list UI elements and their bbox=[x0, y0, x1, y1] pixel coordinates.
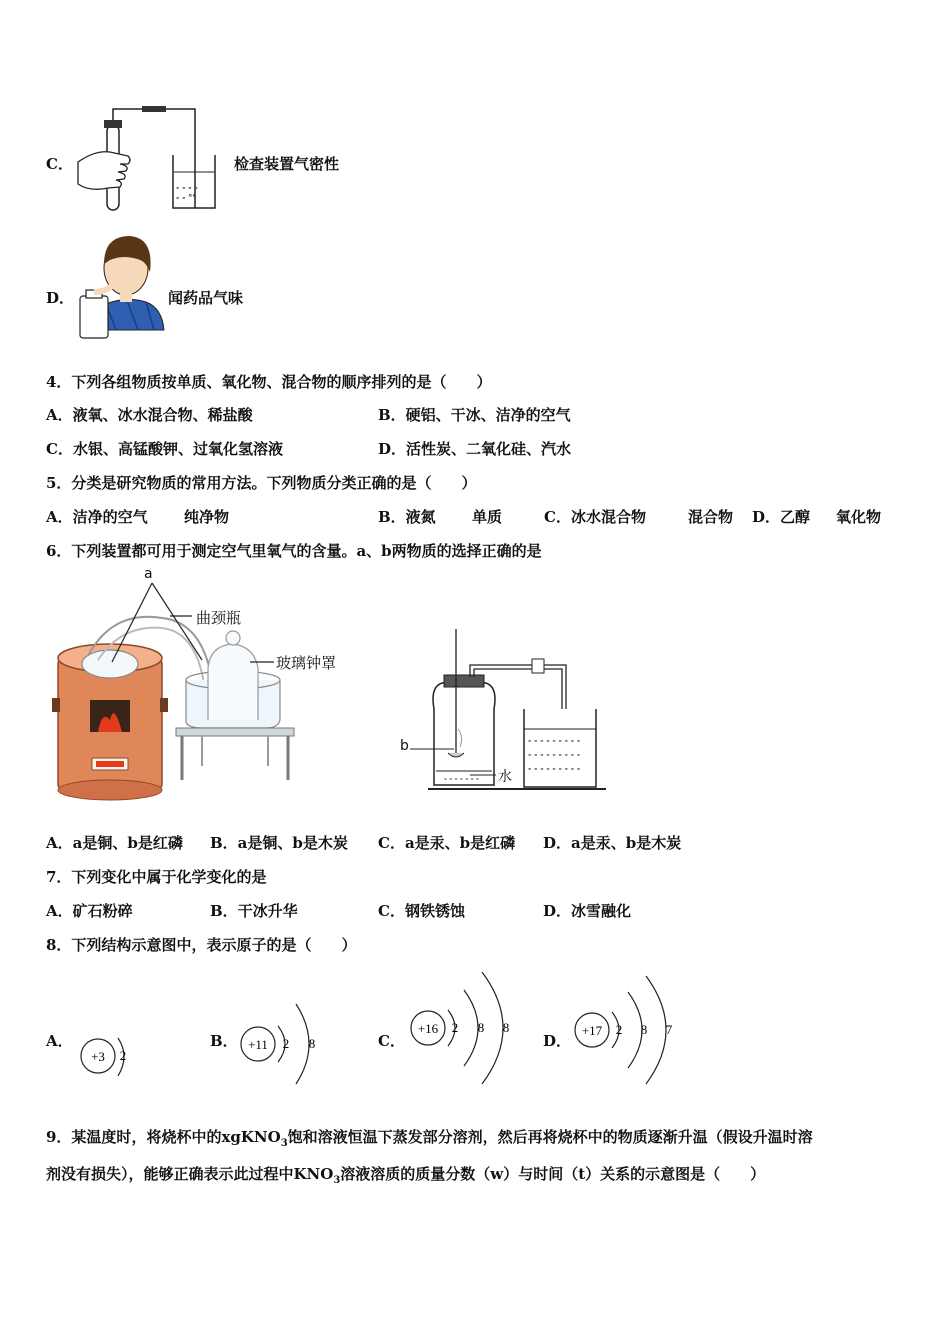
q4-option-d: D．活性炭、二氧化硅、汽水 bbox=[378, 440, 572, 458]
atom-diagram-d bbox=[574, 974, 684, 1088]
q5-option-a-substance: A．洁净的空气 bbox=[46, 508, 148, 526]
atom-b-shell-2: 8 bbox=[308, 1036, 316, 1051]
q3-c-label: C． bbox=[46, 155, 73, 173]
q6-option-d: D．a是汞、b是木炭 bbox=[543, 834, 682, 852]
q7-option-c: C．钢铁锈蚀 bbox=[378, 902, 465, 920]
q9-line-2-pre: 剂没有损失），能够正确表示此过程中KNO bbox=[46, 1165, 334, 1183]
q6-option-a: A．a是铜、b是红磷 bbox=[46, 834, 183, 852]
q6-fig-label-a: a bbox=[144, 566, 153, 582]
svg-text:- - °°: - - °° bbox=[176, 192, 197, 202]
q5-option-a-class: 纯净物 bbox=[184, 508, 230, 526]
q6-fig-label-b: b bbox=[400, 738, 409, 754]
atom-d-nucleus: +17 bbox=[581, 1023, 603, 1038]
q5-option-d-substance: D．乙醇 bbox=[752, 508, 811, 526]
q6-fig-label-retort: 曲颈瓶 bbox=[196, 609, 242, 627]
q8-option-d-label: D． bbox=[543, 1032, 572, 1050]
smelling-chemicals-figure bbox=[76, 232, 168, 340]
svg-text:- - - - - - -: - - - - - - - bbox=[444, 774, 479, 783]
q6-fig-label-belljar: 玻璃钟罩 bbox=[276, 654, 337, 672]
atom-b-shell-1: 2 bbox=[282, 1036, 290, 1051]
q8-option-b-label: B． bbox=[210, 1032, 238, 1050]
airtightness-apparatus-figure bbox=[70, 100, 230, 215]
lavoisier-apparatus-figure bbox=[52, 570, 352, 800]
atom-d-shell-3: 7 bbox=[665, 1022, 673, 1037]
q7-option-d: D．冰雪融化 bbox=[543, 902, 632, 920]
atom-a-shell-1: 2 bbox=[119, 1048, 127, 1063]
q3-d-label: D． bbox=[46, 289, 75, 307]
q9-line-1-sub: 3 bbox=[280, 1138, 288, 1149]
svg-text:- - - - - - - - -: - - - - - - - - - bbox=[528, 749, 581, 759]
q4-stem: 4．下列各组物质按单质、氧化物、混合物的顺序排列的是（ ） bbox=[46, 373, 492, 391]
q6-fig-label-water: 水 bbox=[498, 769, 512, 785]
q6-stem: 6．下列装置都可用于测定空气里氧气的含量。a、b两物质的选择正确的是 bbox=[46, 542, 542, 560]
atom-c-nucleus: +16 bbox=[417, 1021, 439, 1036]
q7-stem: 7．下列变化中属于化学变化的是 bbox=[46, 868, 267, 886]
q9-line-2 bbox=[46, 1163, 765, 1186]
atom-c-shell-1: 2 bbox=[451, 1020, 459, 1035]
q3-d-text: 闻药品气味 bbox=[168, 289, 244, 307]
atom-d-shell-1: 2 bbox=[615, 1022, 623, 1037]
q9-line-1-post: 饱和溶液恒温下蒸发部分溶剂，然后再将烧杯中的物质逐渐升温（假设升温时溶 bbox=[287, 1128, 813, 1146]
q9-line-2-sub: 3 bbox=[333, 1175, 341, 1186]
q4-option-a: A．液氧、冰水混合物、稀盐酸 bbox=[46, 406, 253, 424]
q6-option-b: B．a是铜、b是木炭 bbox=[210, 834, 348, 852]
atom-diagram-a bbox=[78, 1030, 138, 1086]
q8-option-a-label: A． bbox=[46, 1032, 73, 1050]
q5-option-d-class: 氧化物 bbox=[836, 508, 882, 526]
q9-line-1-pre: 9．某温度时，将烧杯中的xgKNO bbox=[46, 1128, 281, 1146]
q4-option-b: B．硬铝、干冰、洁净的空气 bbox=[378, 406, 571, 424]
q7-option-b: B．干冰升华 bbox=[210, 902, 298, 920]
atom-c-shell-3: 8 bbox=[502, 1020, 510, 1035]
q4-option-c: C．水银、高锰酸钾、过氧化氢溶液 bbox=[46, 440, 283, 458]
atom-d-shell-2: 8 bbox=[640, 1022, 648, 1037]
svg-text:- - - - - - - - -: - - - - - - - - - bbox=[528, 763, 581, 773]
q6-option-c: C．a是汞、b是红磷 bbox=[378, 834, 516, 852]
svg-text:- - - - - - - - -: - - - - - - - - - bbox=[528, 735, 581, 745]
atom-diagram-b bbox=[238, 1000, 328, 1090]
atom-b-nucleus: +11 bbox=[248, 1037, 268, 1052]
q5-option-c-class: 混合物 bbox=[688, 508, 734, 526]
q9-line-2-post: 溶液溶质的质量分数（w）与时间（t）关系的示意图是（ ） bbox=[340, 1165, 766, 1183]
q8-stem: 8．下列结构示意图中，表示原子的是（ ） bbox=[46, 936, 357, 954]
q7-option-a: A．矿石粉碎 bbox=[46, 902, 133, 920]
svg-text:- - - -: - - - - bbox=[176, 182, 198, 192]
q5-option-c-substance: C．冰水混合物 bbox=[544, 508, 646, 526]
atom-diagram-c bbox=[408, 970, 528, 1088]
q5-option-b-class: 单质 bbox=[472, 508, 503, 526]
atom-a-nucleus: +3 bbox=[91, 1049, 105, 1064]
atom-c-shell-2: 8 bbox=[477, 1020, 485, 1035]
q5-option-b-substance: B．液氮 bbox=[378, 508, 436, 526]
q5-stem: 5．分类是研究物质的常用方法。下列物质分类正确的是（ ） bbox=[46, 474, 477, 492]
q3-c-text: 检查装置气密性 bbox=[234, 155, 340, 173]
q9-line-1 bbox=[46, 1126, 813, 1149]
q8-option-c-label: C． bbox=[378, 1032, 405, 1050]
